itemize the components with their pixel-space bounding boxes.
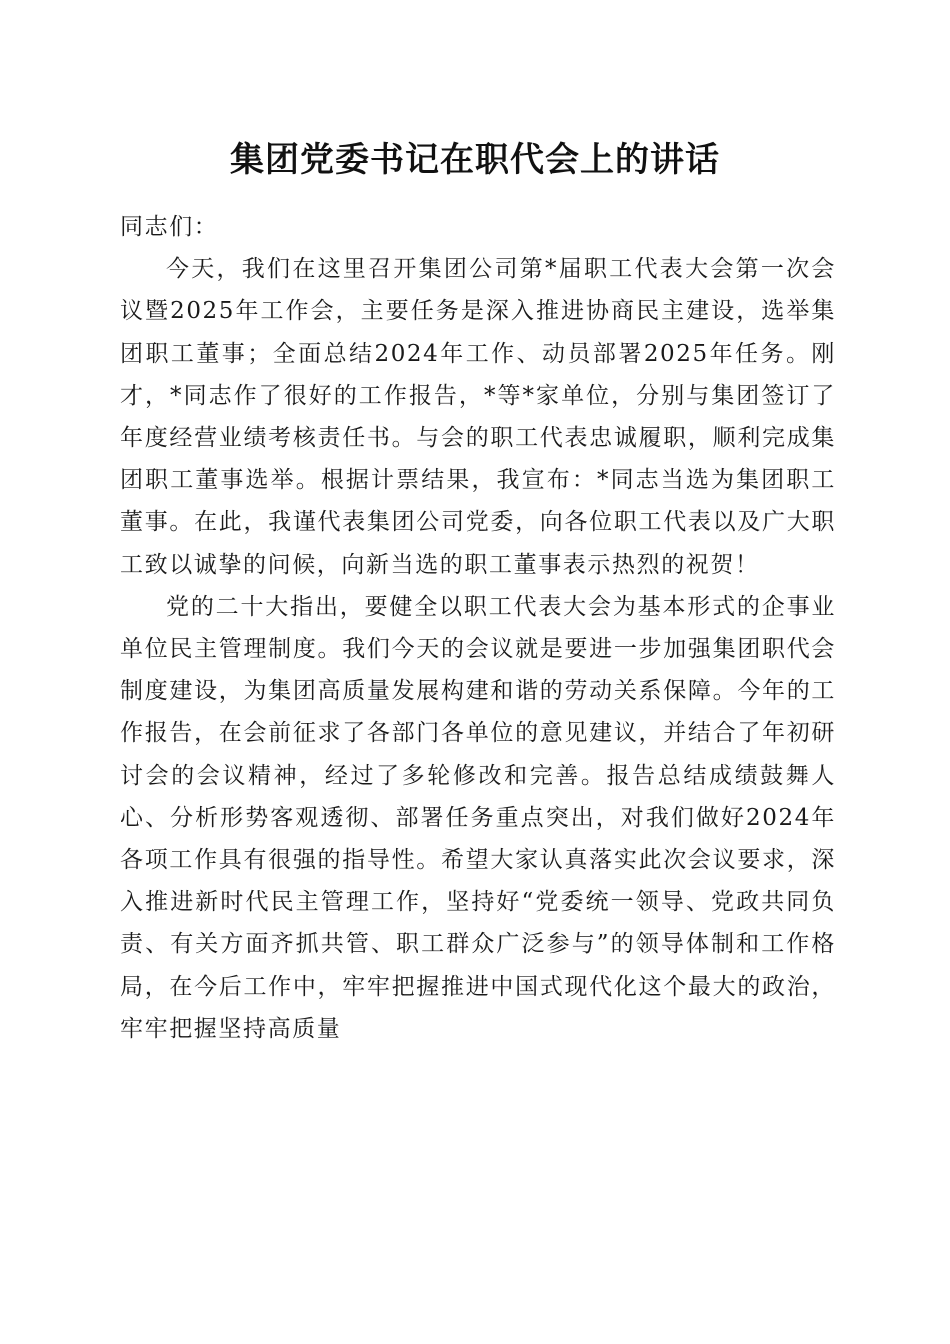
document-body (120, 206, 836, 1050)
paragraph-1: 今天，我们在这里召开集团公司第*届职工代表大会第一次会议暨2025年工作会，主要任务是深入推进协商民主建设，选举集团职工董事；全面总结2024年工作、动员部署2025年任务。刚才，*同志作了很好的工作报告，*等*家单位，分别与集团签订了年度经营业绩考核责任书。与会的职工代表忠诚履职，顺利完成集团职工董事选举。根据计票结果，我宣布：*同志当选为集团职工董事。在此，我谨代表集团公司党委，向各位职工代表以及广大职工致以诚挚的问候，向新当选的职工董事表示热烈的祝贺！ (120, 256, 836, 578)
salutation: 同志们： (120, 214, 219, 240)
paragraph-2: 党的二十大指出，要健全以职工代表大会为基本形式的企事业单位民主管理制度。我们今天的会议就是要进一步加强集团职代会制度建设，为集团高质量发展构建和谐的劳动关系保障。今年的工作报告，在会前征求了各部门各单位的意见建议，并结合了年初研讨会的会议精神，经过了多轮修改和完善。报告总结成绩鼓舞人心、分析形势客观透彻、部署任务重点突出，对我们做好2024年各项工作具有很强的指导性。希望大家认真落实此次会议要求，深入推进新时代民主管理工作，坚持好“党委统一领导、党政共同负责、有关方面齐抓共管、职工群众广泛参与”的领导体制和工作格局，在今后工作中，牢牢把握推进中国式现代化这个最大的政治，牢牢把握坚持高质量 (120, 593, 836, 1042)
document-title: 集团党委书记在职代会上的讲话 (230, 140, 720, 180)
